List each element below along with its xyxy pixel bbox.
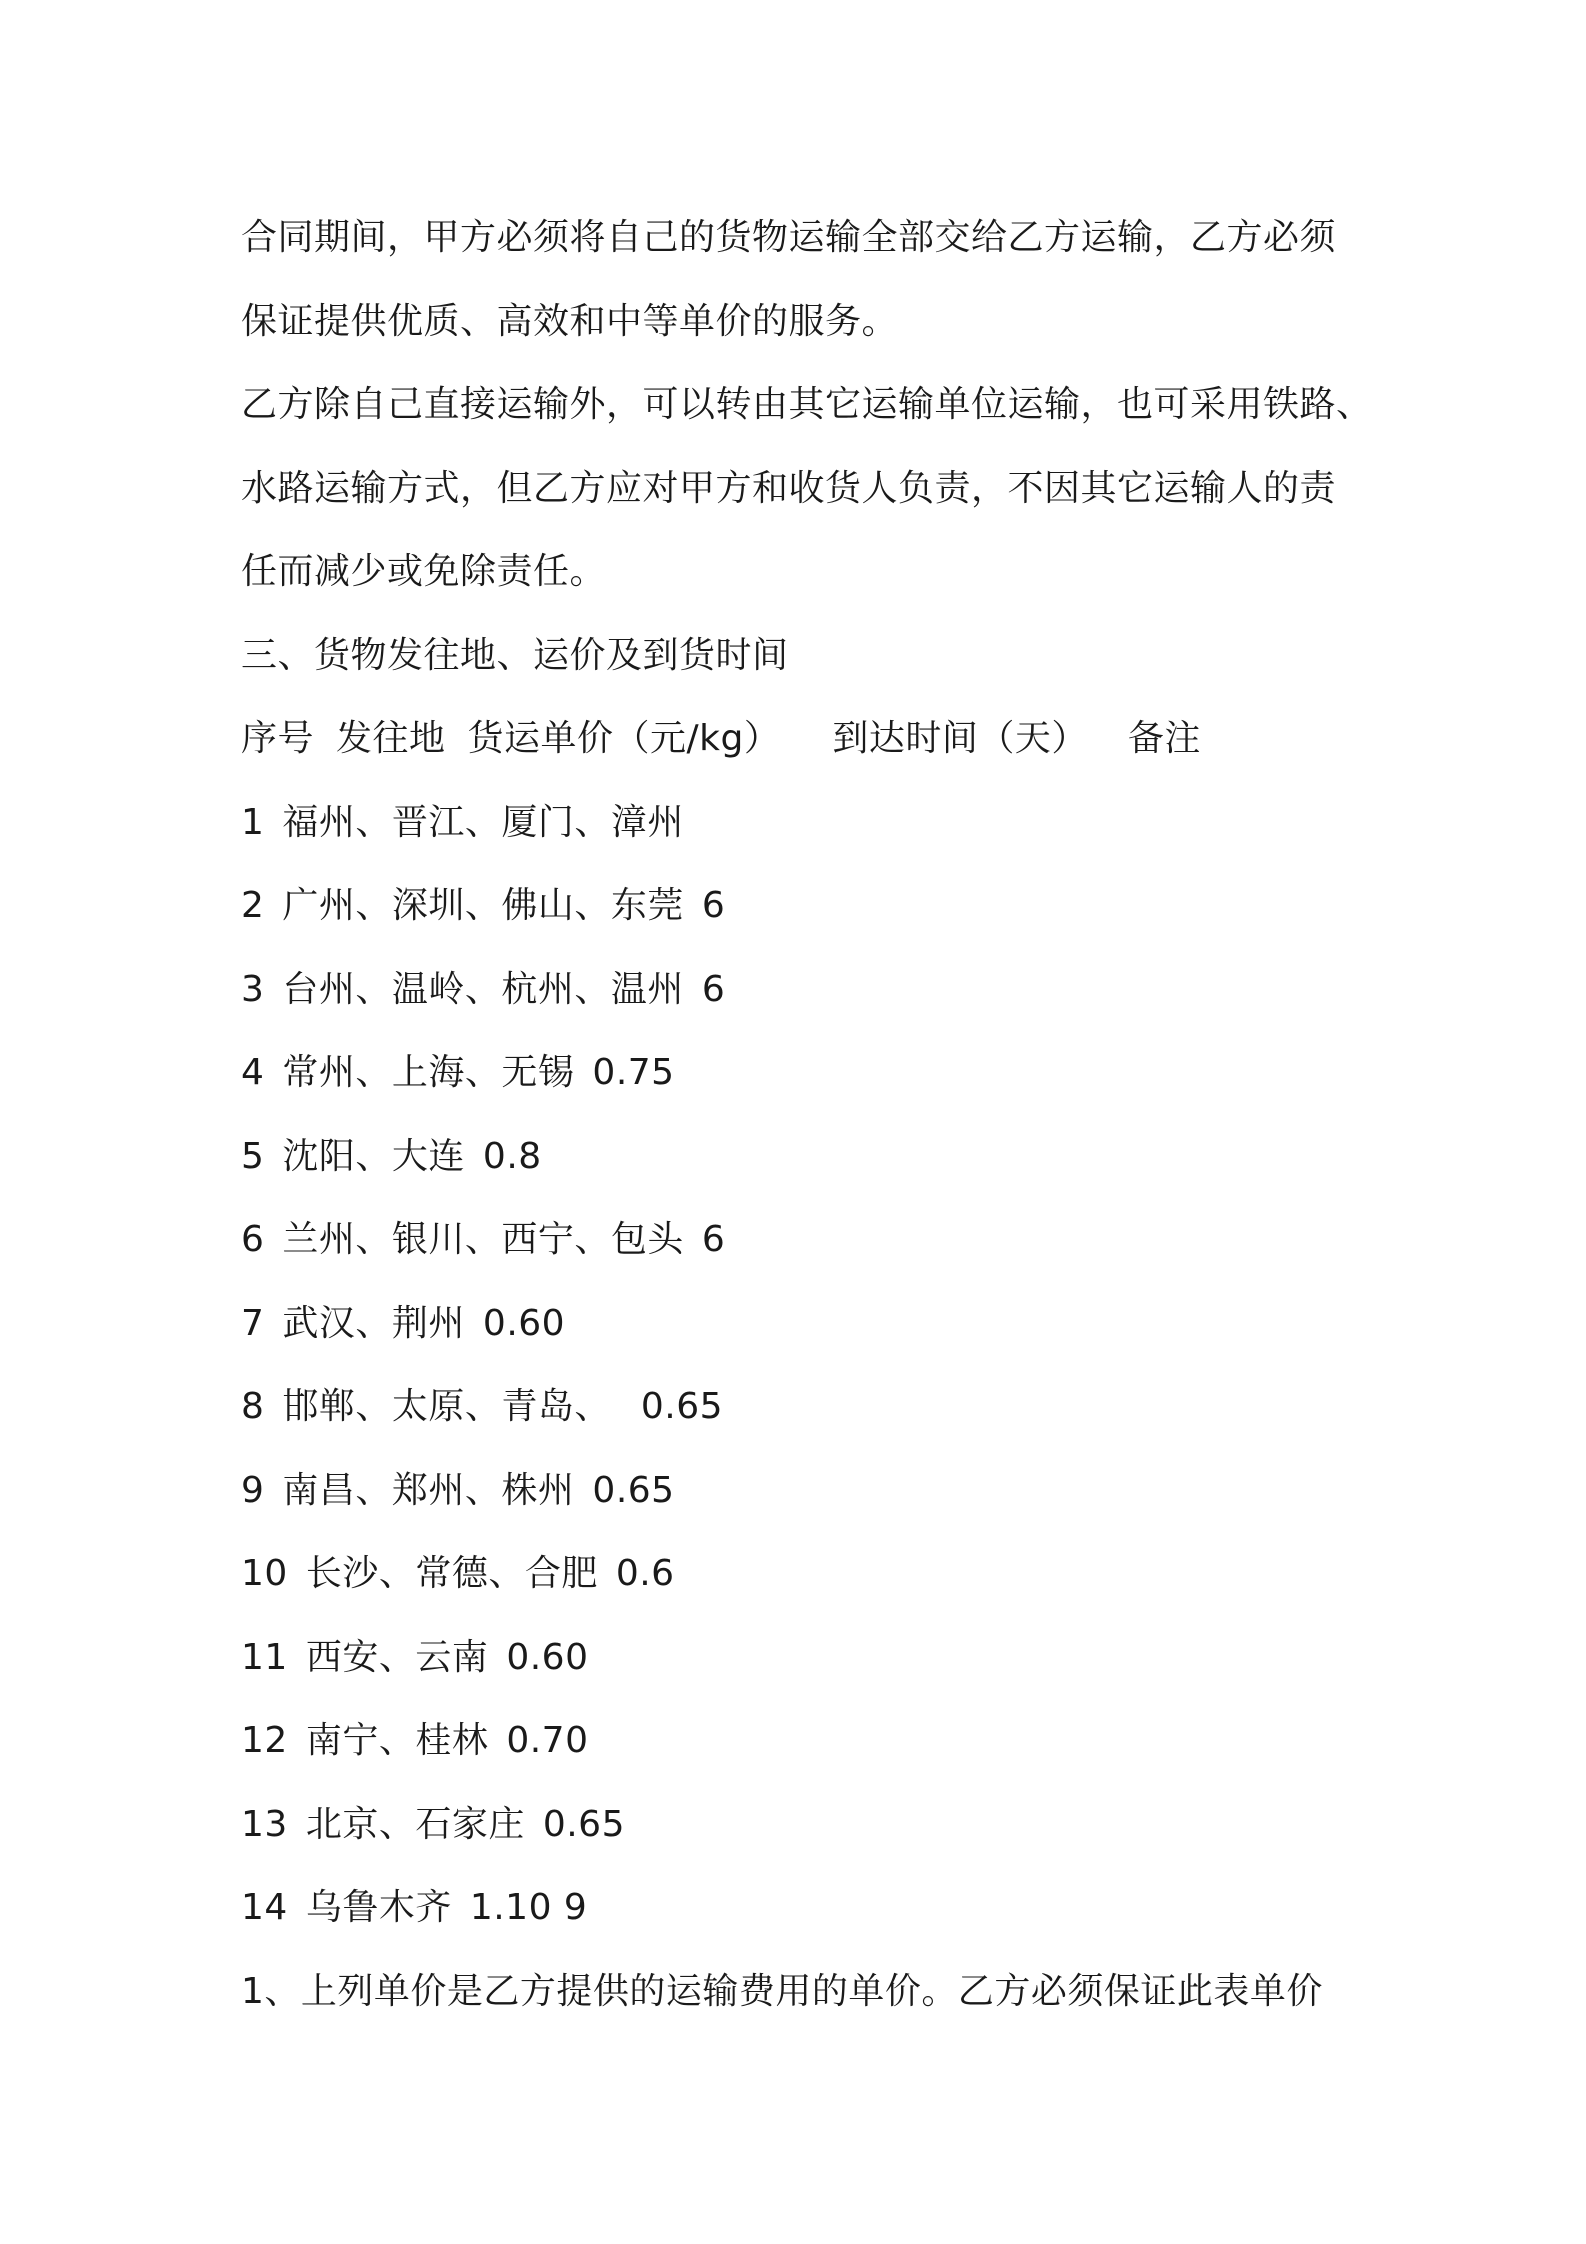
row-price: 6	[701, 885, 726, 926]
header-time: 到达时间（天）	[832, 718, 1088, 759]
row-number: 12	[241, 1720, 288, 1761]
paragraph-line: 保证提供优质、高效和中等单价的服务。	[241, 300, 899, 342]
row-destination: 广州、深圳、佛山、东莞	[282, 885, 684, 926]
row-destination: 常州、上海、无锡	[282, 1052, 575, 1093]
row-number: 9	[241, 1469, 265, 1511]
row-price: 0.60	[482, 1302, 566, 1344]
table-row	[241, 1616, 1351, 1700]
row-destination: 台州、温岭、杭州、温州	[282, 968, 684, 1010]
row-price: 0.60	[506, 1636, 589, 1678]
table-row	[241, 1532, 1351, 1616]
table-row	[241, 948, 1351, 1032]
table-row	[241, 1365, 1351, 1449]
row-price: 0.65	[628, 1386, 724, 1427]
row-destination: 北京、石家庄	[305, 1803, 525, 1845]
row-number: 7	[241, 1302, 265, 1344]
row-price: 0.70	[506, 1720, 589, 1761]
row-number: 14	[241, 1887, 288, 1928]
row-number: 3	[241, 968, 265, 1010]
paragraph-line: 合同期间，甲方必须将自己的货物运输全部交给乙方运输，乙方必须	[241, 217, 1337, 258]
table-row	[241, 1783, 1351, 1867]
header-price: 货运单价（元/kg）	[467, 718, 781, 759]
row-destination: 南宁、桂林	[305, 1720, 489, 1761]
row-number: 13	[241, 1803, 288, 1845]
row-destination: 长沙、常德、合肥	[305, 1553, 598, 1594]
row-price: 0.8	[482, 1135, 542, 1177]
row-price: 0.6	[615, 1553, 675, 1594]
row-destination: 武汉、荆州	[282, 1302, 465, 1344]
row-number: 5	[241, 1135, 265, 1177]
rate-table	[241, 781, 1351, 1950]
row-number: 4	[241, 1052, 265, 1093]
row-destination: 南昌、郑州、株州	[282, 1469, 575, 1511]
table-row	[241, 1031, 1351, 1115]
paragraph-line: 水路运输方式，但乙方应对甲方和收货人负责，不因其它运输人的责	[241, 467, 1337, 509]
table-row	[241, 1115, 1351, 1199]
paragraph-line: 任而减少或免除责任。	[241, 551, 607, 592]
table-row	[241, 1699, 1351, 1783]
header-note: 备注	[1127, 718, 1201, 759]
table-row	[241, 864, 1351, 948]
row-number: 8	[241, 1386, 265, 1427]
contract-text	[241, 196, 1373, 2033]
row-number: 2	[241, 885, 265, 926]
header-origin: 发往地	[336, 718, 446, 759]
note-line: 1、上列单价是乙方提供的运输费用的单价。乙方必须保证此表单价	[241, 1970, 1323, 2012]
row-price: 0.65	[542, 1803, 625, 1845]
row-number: 11	[241, 1636, 288, 1678]
section-title: 三、货物发往地、运价及到货时间	[241, 634, 789, 676]
header-no: 序号	[241, 718, 315, 759]
row-destination: 邯郸、太原、青岛、	[282, 1386, 611, 1427]
row-destination: 西安、云南	[305, 1636, 489, 1678]
row-number: 10	[241, 1553, 288, 1594]
table-row	[241, 1449, 1351, 1533]
row-price: 0.65	[592, 1469, 675, 1511]
row-price: 6	[701, 1219, 726, 1260]
row-destination: 兰州、银川、西宁、包头	[282, 1219, 684, 1260]
table-header	[241, 697, 1351, 781]
row-number: 6	[241, 1219, 265, 1260]
paragraph-line: 乙方除自己直接运输外，可以转由其它运输单位运输，也可采用铁路、	[241, 384, 1373, 425]
row-destination: 沈阳、大连	[282, 1135, 465, 1177]
row-price: 0.75	[592, 1052, 675, 1093]
table-row	[241, 781, 1351, 865]
table-row	[241, 1282, 1351, 1366]
row-number: 1	[241, 801, 265, 843]
row-price: 1.10 9	[469, 1887, 588, 1928]
row-destination: 乌鲁木齐	[305, 1887, 452, 1928]
table-row	[241, 1198, 1351, 1282]
table-row	[241, 1866, 1351, 1950]
row-destination: 福州、晋江、厦门、漳州	[282, 801, 684, 843]
row-price: 6	[701, 968, 726, 1010]
